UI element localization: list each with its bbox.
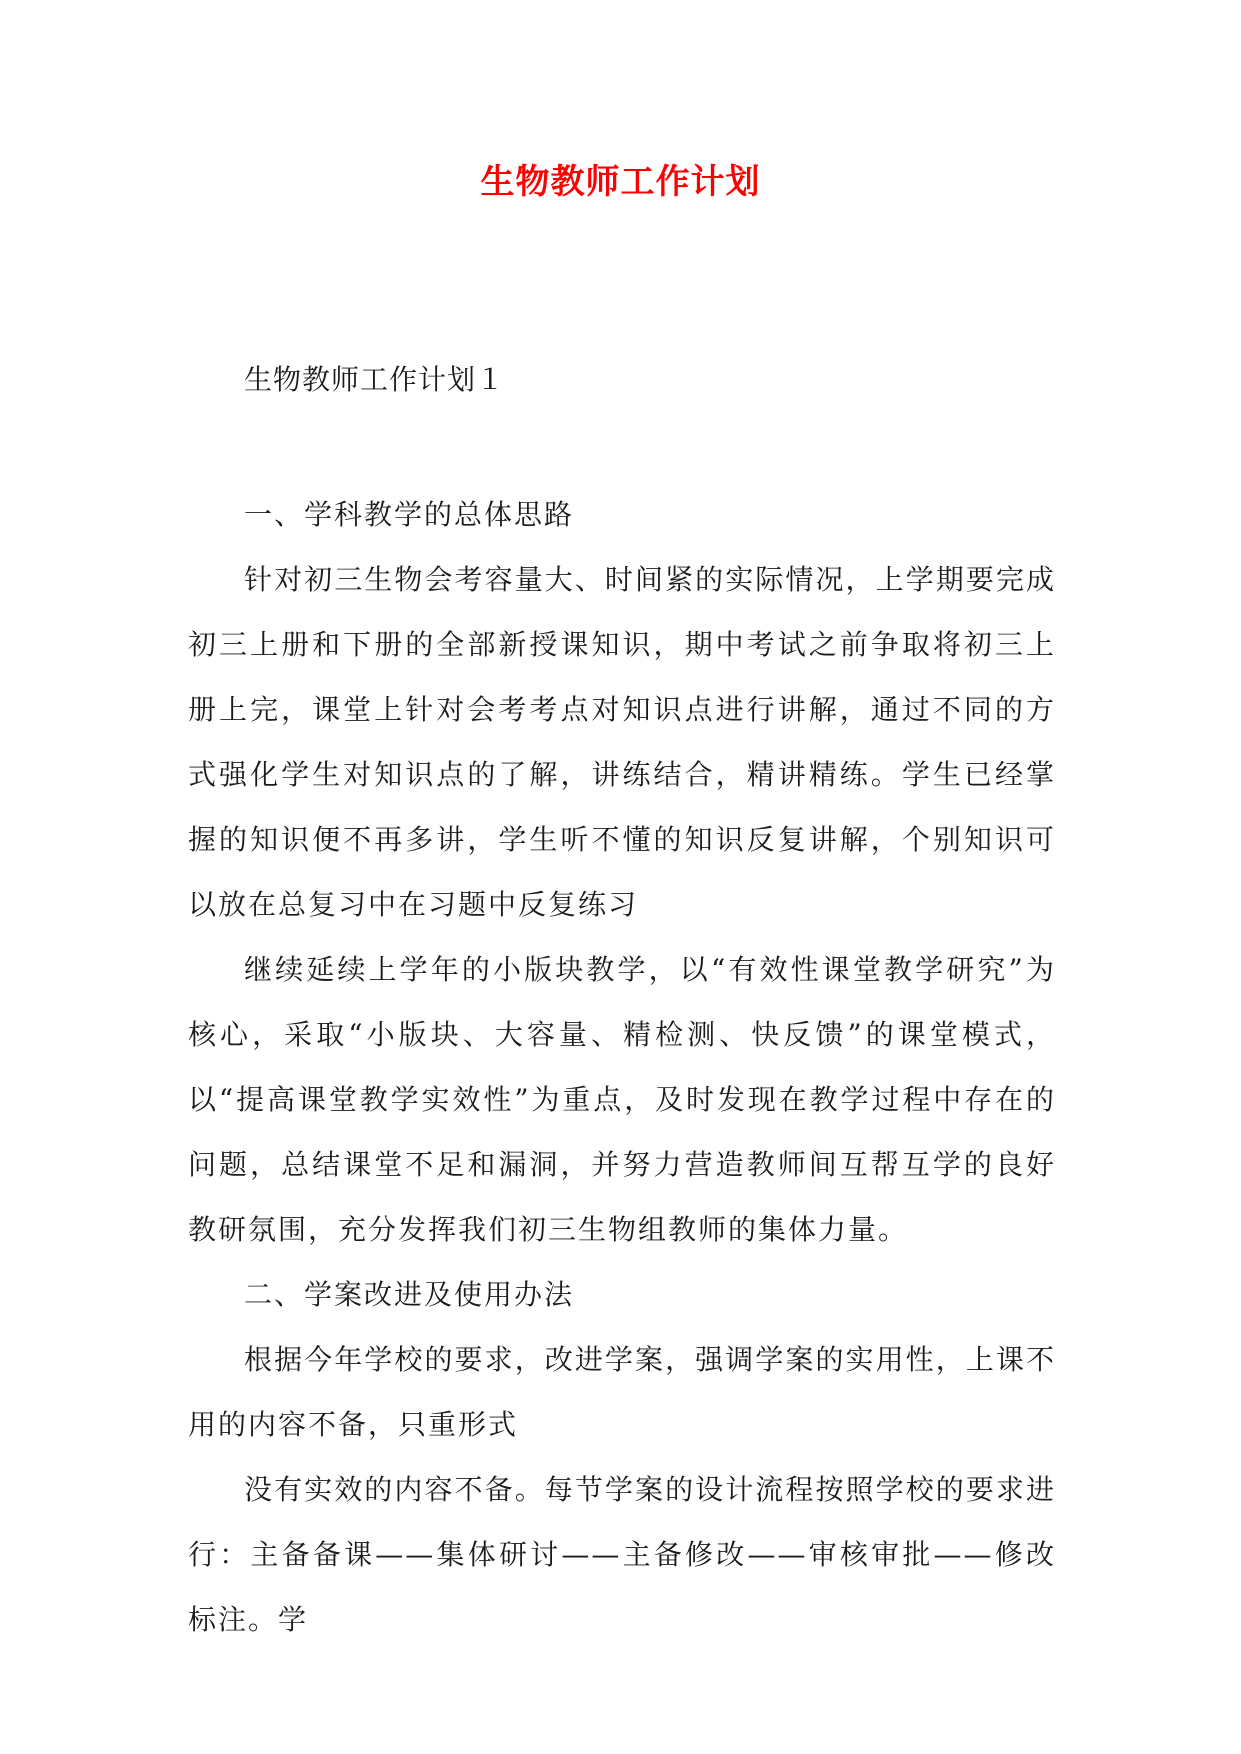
section-heading-2: 二、学案改进及使用办法 — [244, 1278, 575, 1311]
document-title: 生物教师工作计划 — [480, 162, 761, 202]
plan-subtitle: 生物教师工作计划１ — [244, 363, 506, 396]
section-heading-1: 一、学科教学的总体思路 — [244, 498, 575, 531]
body-paragraph: 没有实效的内容不备。每节学案的设计流程按照学校的要求进行：主备备课——集体研讨——主备修改——审核审批——修改标注。学 — [188, 1473, 1056, 1636]
body-paragraph: 根据今年学校的要求，改进学案，强调学案的实用性，上课不用的内容不备，只重形式 — [188, 1343, 1056, 1441]
document-body — [188, 482, 1056, 1652]
body-paragraph: 继续延续上学年的小版块教学，以“有效性课堂教学研究”为核心，采取“小版块、大容量、精检测、快反馈”的课堂模式，以“提高课堂教学实效性”为重点，及时发现在教学过程中存在的问题，总结课堂不足和漏洞，并努力营造教师间互帮互学的良好教研氛围，充分发挥我们初三生物组教师的集体力量。 — [188, 953, 1056, 1246]
body-paragraph: 针对初三生物会考容量大、时间紧的实际情况，上学期要完成初三上册和下册的全部新授课知识，期中考试之前争取将初三上册上完，课堂上针对会考考点对知识点进行讲解，通过不同的方式强化学生对知识点的了解，讲练结合，精讲精练。学生已经掌握的知识便不再多讲，学生听不懂的知识反复讲解，个别知识可以放在总复习中在习题中反复练习 — [188, 563, 1056, 921]
